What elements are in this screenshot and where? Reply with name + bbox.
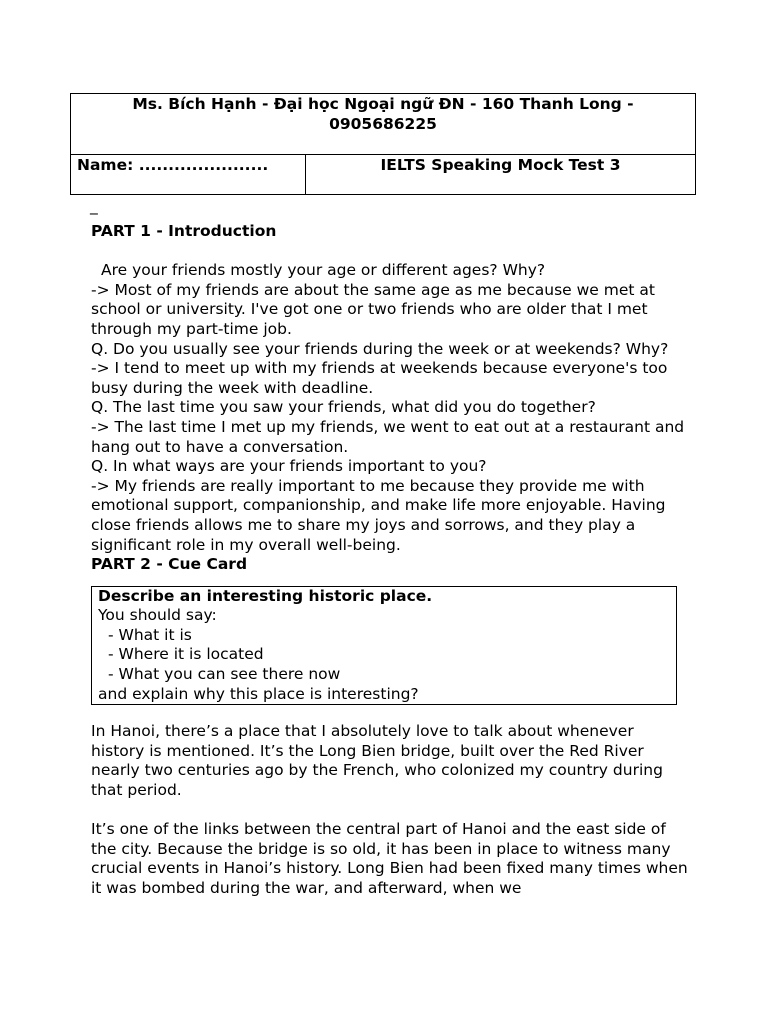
- part1-question-4: Q. In what ways are your friends important to you?: [91, 457, 487, 476]
- cue-card-intro: You should say:: [98, 606, 217, 625]
- cue-card-box: [91, 586, 677, 706]
- part1-answer-2: -> I tend to meet up with my friends at weekends because everyone's too busy during the week with deadline.: [91, 359, 668, 397]
- stray-underscore: _: [90, 197, 98, 215]
- test-title: IELTS Speaking Mock Test 3: [306, 155, 696, 195]
- spacer: [91, 242, 691, 262]
- answer-paragraph-2: It’s one of the links between the central part of Hanoi and the east side of the city. Because the bridge is so old, it has been in place to witness many crucial events in Hanoi’s history. Long Bien had been fixed many times when it was bombed during the war, and afterward, when we: [91, 820, 688, 897]
- part1-answer-4: -> My friends are really important to me because they provide me with emotional support, companionship, and make life more enjoyable. Having close friends allows me to share my joys and sorrows, and they play a significant role in my overall well-being.: [91, 476, 666, 554]
- document-body: [91, 222, 691, 899]
- part2-heading: PART 2 - Cue Card: [91, 555, 248, 574]
- cue-card-title: Describe an interesting historic place.: [98, 586, 433, 605]
- cue-card-item: - Where it is located: [108, 645, 264, 664]
- part1-answer-1: -> Most of my friends are about the same age as me because we met at school or university. I've got one or two friends who are older that I met through my part-time job.: [91, 280, 655, 338]
- part1-question-3: Q. The last time you saw your friends, what did you do together?: [91, 398, 596, 417]
- student-name-field: Name: ......................: [71, 155, 306, 195]
- cue-card-closing: and explain why this place is interesting?: [98, 684, 419, 703]
- part1-question-2: Q. Do you usually see your friends during the week or at weekends? Why?: [91, 339, 669, 358]
- header-table: [70, 93, 696, 195]
- part1-heading: PART 1 - Introduction: [91, 222, 277, 240]
- part1-question-1: Are your friends mostly your age or different ages? Why?: [101, 261, 546, 280]
- answer-paragraph-1: In Hanoi, there’s a place that I absolutely love to talk about whenever history is mentioned. It’s the Long Bien bridge, built over the Red River nearly two centuries ago by the French, who colonized my country during that period.: [91, 722, 663, 800]
- cue-card-item: - What you can see there now: [108, 665, 341, 684]
- spacer: [91, 801, 691, 821]
- cue-card-item: - What it is: [108, 625, 192, 644]
- teacher-info: Ms. Bích Hạnh - Đại học Ngoại ngữ ĐN - 160 Thanh Long - 0905686225: [71, 94, 696, 155]
- part1-answer-3: -> The last time I met up my friends, we went to eat out at a restaurant and hang out to have a conversation.: [91, 417, 685, 456]
